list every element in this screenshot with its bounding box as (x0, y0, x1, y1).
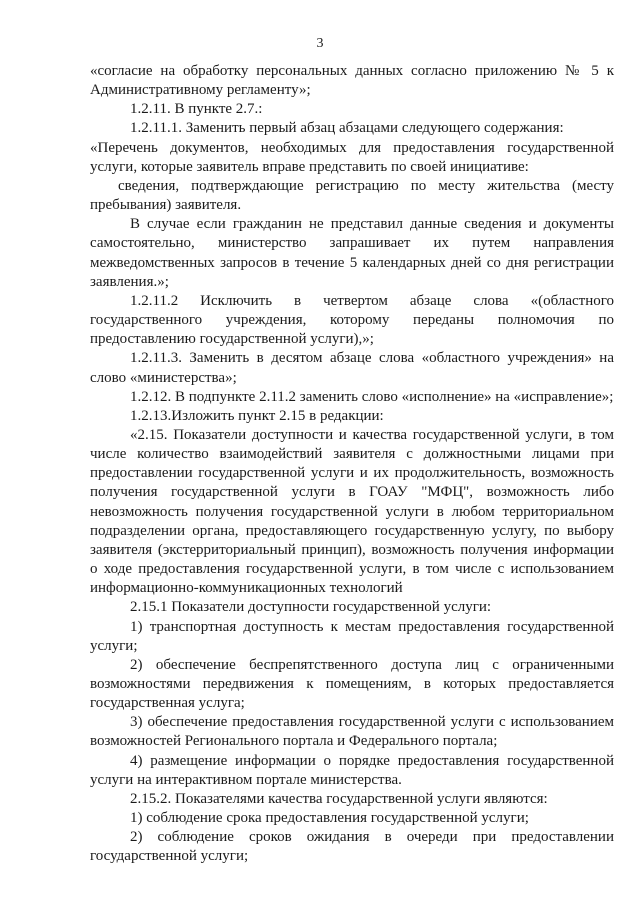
paragraph: 3) обеспечение предоставления государственной услуги с использованием возможностей Регионального портала и Федерального портала; (90, 714, 614, 750)
paragraph: 4) размещение информации о порядке предоставления государственной услуги на интерактивном портале министерства. (90, 752, 614, 788)
paragraph: 1) соблюдение срока предоставления государственной услуги; (130, 810, 529, 827)
paragraph: 2.15.1 Показатели доступности государственной услуги: (130, 599, 492, 616)
paragraph: 1.2.12. В подпункте 2.11.2 заменить слово «исполнение» на «исправление»; (130, 388, 614, 405)
paragraph: 1.2.13.Изложить пункт 2.15 в редакции: (130, 407, 384, 424)
page-number: 3 (316, 36, 324, 51)
paragraph: «согласие на обработку персональных данных согласно приложению № 5 к Административному регламенту»; (90, 63, 614, 99)
paragraph: 1) транспортная доступность к местам предоставления государственной услуги; (90, 618, 614, 654)
document-body (90, 62, 614, 867)
paragraph: 1.2.11.2 Исключить в четвертом абзаце слова «(областного государственного учреждения, которому переданы полномочия по предоставлению государственной услуги),»; (90, 292, 614, 348)
paragraph: В случае если гражданин не представил данные сведения и документы самостоятельно, министерство запрашивает их путем направления межведомственных запросов в течение 5 календарных дней со дня регистрации заявления.»; (90, 216, 614, 290)
paragraph: 2) обеспечение беспрепятственного доступа лиц с ограниченными возможностями передвижения к помещениям, в которых предоставляется государственная услуга; (90, 656, 614, 712)
paragraph: «2.15. Показатели доступности и качества государственной услуги, в том числе количество взаимодействий заявителя с должностными лицами при предоставлении государственной услуги и их продолжительность, возможность получения государственной услуги в ГОАУ "МФЦ", возможность либо невозможность получения государственной услуги в любом территориальном подразделении органа, предоставляющего государственную услугу, по выбору заявителя (экстерриториальный принцип), возможность получения информации о ходе предоставления государственной услуги, в том числе с использованием информационно-коммуникационных технологий (90, 426, 614, 597)
paragraph: 1.2.11. В пункте 2.7.: (130, 101, 263, 118)
paragraph: 2) соблюдение сроков ожидания в очереди при предоставлении государственной услуги; (90, 829, 614, 865)
paragraph: «Перечень документов, необходимых для предоставления государственной услуги, которые заявитель вправе представить по своей инициативе: (90, 139, 614, 175)
paragraph: 2.15.2. Показателями качества государственной услуги являются: (130, 790, 548, 807)
paragraph: 1.2.11.3. Заменить в десятом абзаце слова «областного учреждения» на слово «министерства»; (90, 350, 614, 386)
paragraph: сведения, подтверждающие регистрацию по месту жительства (месту пребывания) заявителя. (90, 177, 614, 214)
paragraph: 1.2.11.1. Заменить первый абзац абзацами следующего содержания: (130, 120, 564, 137)
